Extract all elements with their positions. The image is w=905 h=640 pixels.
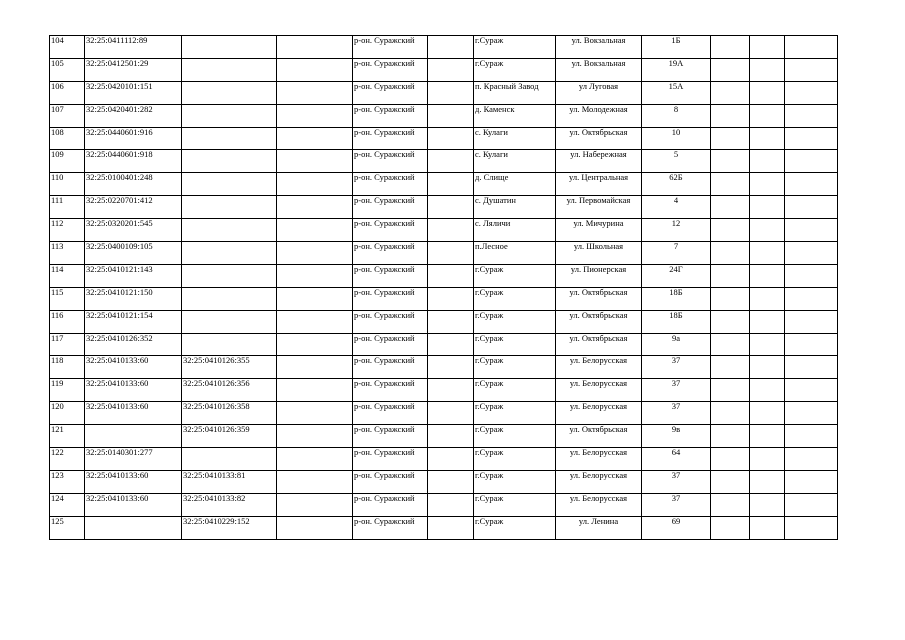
street-cell: ул. Белорусская [556,493,642,516]
district-cell: р-он. Суражский [353,58,428,81]
street-cell: ул. Пионерская [556,264,642,287]
empty-cell [428,333,474,356]
street-cell: ул. Первомайская [556,196,642,219]
house-number-cell: 12 [642,219,711,242]
empty-cell [750,104,785,127]
row-number: 114 [50,264,85,287]
street-cell: ул. Октябрьская [556,333,642,356]
row-number: 116 [50,310,85,333]
house-number-cell: 64 [642,448,711,471]
row-number: 125 [50,516,85,539]
row-number: 106 [50,81,85,104]
table-row [50,425,838,448]
table-row [50,287,838,310]
empty-cell [277,242,353,265]
table-row [50,264,838,287]
locality-cell: г.Сураж [474,333,556,356]
empty-cell [428,104,474,127]
district-cell: р-он. Суражский [353,448,428,471]
cadastral-number: 32:25:0410133:60 [85,379,182,402]
empty-cell [428,242,474,265]
empty-cell [785,127,838,150]
table-row [50,127,838,150]
empty-cell [750,356,785,379]
district-cell: р-он. Суражский [353,81,428,104]
cadastral-number-2: 32:25:0410126:358 [182,402,277,425]
street-cell: ул. Молодежная [556,104,642,127]
locality-cell: г.Сураж [474,356,556,379]
empty-cell [277,425,353,448]
empty-cell [277,173,353,196]
cadastral-number: 32:25:0410133:60 [85,470,182,493]
house-number-cell: 24Г [642,264,711,287]
locality-cell: с. Ляличи [474,219,556,242]
empty-cell [277,356,353,379]
empty-cell [785,425,838,448]
cadastral-number: 32:25:0400109:105 [85,242,182,265]
empty-cell [277,470,353,493]
empty-cell [428,196,474,219]
empty-cell [711,264,750,287]
row-number: 121 [50,425,85,448]
district-cell: р-он. Суражский [353,264,428,287]
street-cell: ул. Октябрьская [556,425,642,448]
empty-cell [785,310,838,333]
cadastral-number: 32:25:0410126:352 [85,333,182,356]
street-cell: ул. Октябрьская [556,310,642,333]
cadastral-number-2 [182,242,277,265]
cadastral-number-2 [182,36,277,59]
locality-cell: с. Кулаги [474,150,556,173]
table-row [50,150,838,173]
empty-cell [428,81,474,104]
empty-cell [277,493,353,516]
empty-cell [428,379,474,402]
table-row [50,333,838,356]
cadastral-number-2 [182,104,277,127]
empty-cell [711,173,750,196]
table-row [50,196,838,219]
empty-cell [711,36,750,59]
empty-cell [711,448,750,471]
empty-cell [750,127,785,150]
cadastral-number: 32:25:0440601:916 [85,127,182,150]
cadastral-number: 32:25:0100401:248 [85,173,182,196]
district-cell: р-он. Суражский [353,356,428,379]
cadastral-number: 32:25:0440601:918 [85,150,182,173]
empty-cell [428,310,474,333]
cadastral-number: 32:25:0220701:412 [85,196,182,219]
district-cell: р-он. Суражский [353,333,428,356]
property-register-table [49,35,838,540]
empty-cell [428,36,474,59]
street-cell: ул. Белорусская [556,448,642,471]
empty-cell [785,104,838,127]
locality-cell: г.Сураж [474,310,556,333]
table-row [50,219,838,242]
empty-cell [750,173,785,196]
district-cell: р-он. Суражский [353,425,428,448]
empty-cell [785,150,838,173]
house-number-cell: 4 [642,196,711,219]
empty-cell [785,333,838,356]
empty-cell [750,425,785,448]
street-cell: ул. Октябрьская [556,287,642,310]
empty-cell [428,219,474,242]
cadastral-number-2: 32:25:0410126:355 [182,356,277,379]
row-number: 110 [50,173,85,196]
empty-cell [277,127,353,150]
street-cell: ул. Ленина [556,516,642,539]
empty-cell [750,58,785,81]
empty-cell [277,58,353,81]
empty-cell [750,310,785,333]
house-number-cell: 37 [642,470,711,493]
empty-cell [711,104,750,127]
district-cell: р-он. Суражский [353,219,428,242]
district-cell: р-он. Суражский [353,402,428,425]
table-row [50,81,838,104]
cadastral-number-2 [182,81,277,104]
table-row [50,36,838,59]
empty-cell [750,333,785,356]
empty-cell [711,356,750,379]
empty-cell [750,470,785,493]
empty-cell [750,36,785,59]
empty-cell [277,219,353,242]
locality-cell: г.Сураж [474,58,556,81]
empty-cell [711,287,750,310]
empty-cell [277,81,353,104]
cadastral-number: 32:25:0420401:282 [85,104,182,127]
empty-cell [785,448,838,471]
empty-cell [785,402,838,425]
empty-cell [277,150,353,173]
locality-cell: д. Каменск [474,104,556,127]
table-row [50,470,838,493]
empty-cell [277,379,353,402]
cadastral-number-2 [182,287,277,310]
empty-cell [711,58,750,81]
cadastral-number-2 [182,264,277,287]
empty-cell [785,36,838,59]
district-cell: р-он. Суражский [353,196,428,219]
street-cell: ул Луговая [556,81,642,104]
empty-cell [750,150,785,173]
row-number: 119 [50,379,85,402]
locality-cell: с. Душатин [474,196,556,219]
empty-cell [711,425,750,448]
cadastral-number-2 [182,127,277,150]
empty-cell [750,402,785,425]
table-row [50,242,838,265]
row-number: 111 [50,196,85,219]
locality-cell: с. Кулаги [474,127,556,150]
table-row [50,356,838,379]
empty-cell [711,470,750,493]
empty-cell [785,242,838,265]
house-number-cell: 18Б [642,287,711,310]
empty-cell [428,448,474,471]
locality-cell: п. Красный Завод [474,81,556,104]
empty-cell [750,448,785,471]
table-row [50,58,838,81]
empty-cell [428,516,474,539]
row-number: 122 [50,448,85,471]
cadastral-number-2: 32:25:0410133:81 [182,470,277,493]
row-number: 108 [50,127,85,150]
empty-cell [785,173,838,196]
locality-cell: г.Сураж [474,36,556,59]
house-number-cell: 10 [642,127,711,150]
empty-cell [711,402,750,425]
house-number-cell: 18Б [642,310,711,333]
street-cell: ул. Белорусская [556,379,642,402]
cadastral-number-2 [182,333,277,356]
locality-cell: г.Сураж [474,493,556,516]
cadastral-number: 32:25:0410133:60 [85,402,182,425]
table-row [50,402,838,425]
locality-cell: г.Сураж [474,516,556,539]
empty-cell [428,127,474,150]
empty-cell [428,287,474,310]
row-number: 117 [50,333,85,356]
cadastral-number-2: 32:25:0410133:82 [182,493,277,516]
table-row [50,310,838,333]
cadastral-number: 32:25:0420101:151 [85,81,182,104]
house-number-cell: 5 [642,150,711,173]
empty-cell [785,516,838,539]
cadastral-number: 32:25:0411112:89 [85,36,182,59]
house-number-cell: 9в [642,425,711,448]
empty-cell [711,127,750,150]
empty-cell [277,36,353,59]
cadastral-number-2 [182,150,277,173]
empty-cell [711,242,750,265]
house-number-cell: 1Б [642,36,711,59]
empty-cell [785,379,838,402]
locality-cell: г.Сураж [474,379,556,402]
empty-cell [428,493,474,516]
empty-cell [750,219,785,242]
cadastral-number-2 [182,448,277,471]
house-number-cell: 7 [642,242,711,265]
row-number: 112 [50,219,85,242]
empty-cell [750,242,785,265]
district-cell: р-он. Суражский [353,36,428,59]
street-cell: ул. Белорусская [556,470,642,493]
district-cell: р-он. Суражский [353,379,428,402]
locality-cell: д. Слище [474,173,556,196]
empty-cell [428,402,474,425]
row-number: 104 [50,36,85,59]
house-number-cell: 9а [642,333,711,356]
locality-cell: г.Сураж [474,425,556,448]
district-cell: р-он. Суражский [353,470,428,493]
district-cell: р-он. Суражский [353,173,428,196]
cadastral-number-2 [182,173,277,196]
empty-cell [277,333,353,356]
row-number: 107 [50,104,85,127]
cadastral-number: 32:25:0410121:150 [85,287,182,310]
street-cell: ул. Школьная [556,242,642,265]
street-cell: ул. Октябрьская [556,127,642,150]
locality-cell: п.Лесное [474,242,556,265]
empty-cell [711,379,750,402]
table-row [50,516,838,539]
street-cell: ул. Вокзальная [556,58,642,81]
empty-cell [711,310,750,333]
empty-cell [750,493,785,516]
cadastral-number [85,425,182,448]
empty-cell [750,264,785,287]
district-cell: р-он. Суражский [353,242,428,265]
empty-cell [277,310,353,333]
empty-cell [428,425,474,448]
empty-cell [277,516,353,539]
empty-cell [428,150,474,173]
cadastral-number-2 [182,196,277,219]
house-number-cell: 37 [642,379,711,402]
table-row [50,493,838,516]
cadastral-number-2 [182,310,277,333]
house-number-cell: 37 [642,493,711,516]
house-number-cell: 19А [642,58,711,81]
cadastral-number: 32:25:0410121:143 [85,264,182,287]
cadastral-number: 32:25:0410121:154 [85,310,182,333]
table-body [50,36,838,540]
empty-cell [750,516,785,539]
locality-cell: г.Сураж [474,470,556,493]
empty-cell [711,81,750,104]
cadastral-number: 32:25:0140301:277 [85,448,182,471]
cadastral-number: 32:25:0410133:60 [85,493,182,516]
empty-cell [428,356,474,379]
district-cell: р-он. Суражский [353,287,428,310]
empty-cell [750,379,785,402]
cadastral-number-2 [182,58,277,81]
cadastral-number: 32:25:0412501:29 [85,58,182,81]
cadastral-number-2: 32:25:0410229:152 [182,516,277,539]
house-number-cell: 62Б [642,173,711,196]
empty-cell [277,104,353,127]
cadastral-number-2: 32:25:0410126:356 [182,379,277,402]
empty-cell [277,196,353,219]
house-number-cell: 37 [642,402,711,425]
empty-cell [785,287,838,310]
row-number: 123 [50,470,85,493]
house-number-cell: 15А [642,81,711,104]
empty-cell [785,470,838,493]
district-cell: р-он. Суражский [353,104,428,127]
locality-cell: г.Сураж [474,264,556,287]
house-number-cell: 37 [642,356,711,379]
row-number: 118 [50,356,85,379]
row-number: 109 [50,150,85,173]
street-cell: ул. Белорусская [556,402,642,425]
empty-cell [785,196,838,219]
table-row [50,448,838,471]
empty-cell [711,150,750,173]
row-number: 120 [50,402,85,425]
house-number-cell: 69 [642,516,711,539]
empty-cell [711,196,750,219]
locality-cell: г.Сураж [474,287,556,310]
street-cell: ул. Центральная [556,173,642,196]
empty-cell [750,287,785,310]
district-cell: р-он. Суражский [353,310,428,333]
empty-cell [785,58,838,81]
empty-cell [277,287,353,310]
row-number: 124 [50,493,85,516]
empty-cell [711,493,750,516]
cadastral-number-2 [182,219,277,242]
empty-cell [711,333,750,356]
table-row [50,379,838,402]
district-cell: р-он. Суражский [353,127,428,150]
empty-cell [785,81,838,104]
cadastral-number [85,516,182,539]
empty-cell [277,402,353,425]
street-cell: ул. Вокзальная [556,36,642,59]
empty-cell [750,196,785,219]
cadastral-number: 32:25:0320201:545 [85,219,182,242]
row-number: 115 [50,287,85,310]
row-number: 105 [50,58,85,81]
locality-cell: г.Сураж [474,448,556,471]
empty-cell [785,219,838,242]
empty-cell [428,264,474,287]
cadastral-number-2: 32:25:0410126:359 [182,425,277,448]
locality-cell: г.Сураж [474,402,556,425]
empty-cell [785,493,838,516]
table-row [50,173,838,196]
empty-cell [750,81,785,104]
district-cell: р-он. Суражский [353,150,428,173]
table-row [50,104,838,127]
empty-cell [428,470,474,493]
empty-cell [428,173,474,196]
row-number: 113 [50,242,85,265]
empty-cell [277,448,353,471]
empty-cell [785,264,838,287]
street-cell: ул. Белорусская [556,356,642,379]
street-cell: ул. Набережная [556,150,642,173]
empty-cell [711,219,750,242]
empty-cell [711,516,750,539]
empty-cell [428,58,474,81]
empty-cell [785,356,838,379]
cadastral-number: 32:25:0410133:60 [85,356,182,379]
district-cell: р-он. Суражский [353,493,428,516]
house-number-cell: 8 [642,104,711,127]
empty-cell [277,264,353,287]
street-cell: ул. Мичурина [556,219,642,242]
district-cell: р-он. Суражский [353,516,428,539]
